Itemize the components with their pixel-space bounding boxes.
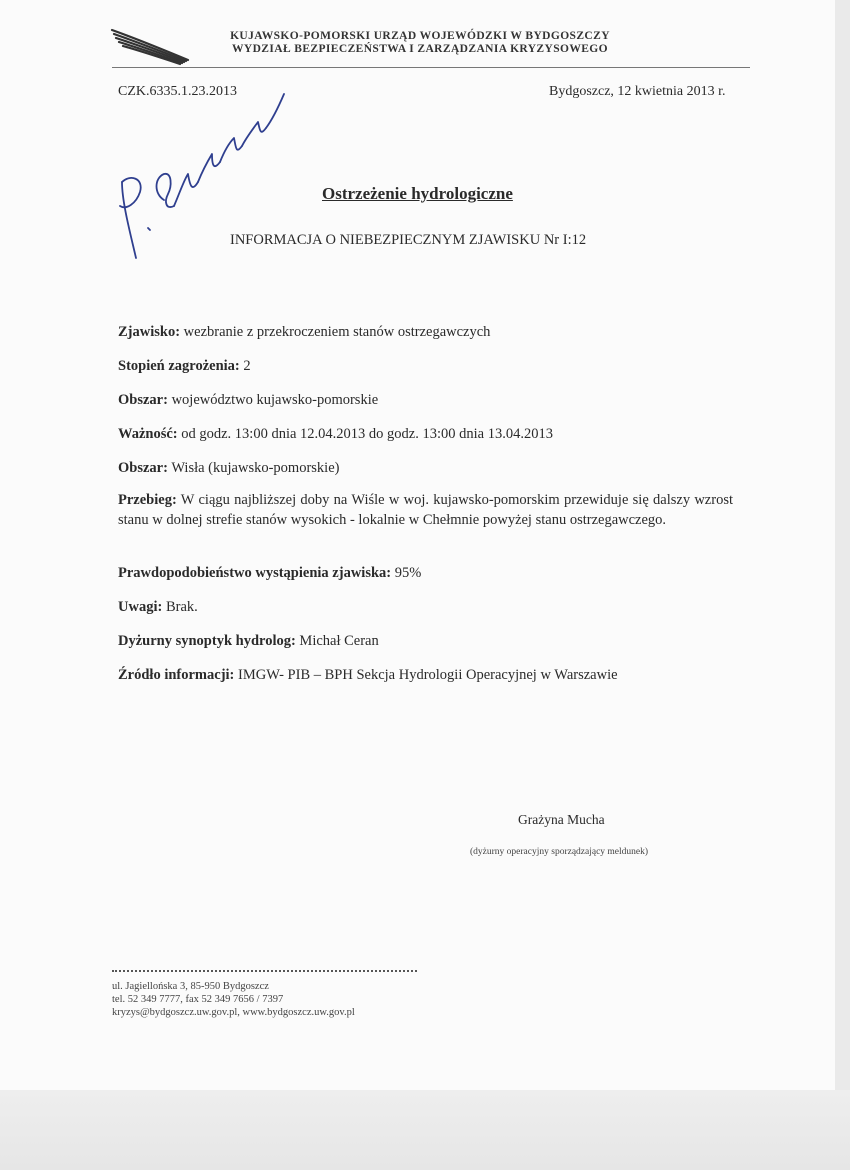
- field-course: [118, 490, 733, 530]
- field-area-river: [118, 458, 339, 478]
- field-label: Prawdopodobieństwo wystąpienia zjawiska:: [118, 565, 392, 581]
- field-label: Dyżurny synoptyk hydrolog:: [118, 633, 296, 649]
- document-date: Bydgoszcz, 12 kwietnia 2013 r.: [549, 84, 726, 99]
- field-value: IMGW- PIB – BPH Sekcja Hydrologii Operacyjnej w Warszawie: [238, 667, 618, 683]
- header-department-name: WYDZIAŁ BEZPIECZEŃSTWA I ZARZĄDZANIA KRYZYSOWEGO: [231, 43, 608, 55]
- field-value: Michał Ceran: [299, 633, 379, 649]
- scan-margin-bottom: [0, 1090, 850, 1170]
- footer-phone: tel. 52 349 7777, fax 52 349 7656 / 7397: [112, 994, 284, 1005]
- office-logo-icon: [110, 26, 192, 66]
- header-divider: [112, 67, 750, 68]
- field-value: od godz. 13:00 dnia 12.04.2013 do godz. 13:00 dnia 13.04.2013: [181, 426, 553, 442]
- field-threat-level: [118, 356, 251, 376]
- footer-address: ul. Jagiellońska 3, 85-950 Bydgoszcz: [112, 981, 269, 992]
- scan-margin-right: [835, 0, 850, 1090]
- footer-divider: [112, 970, 417, 972]
- field-probability: [118, 563, 421, 583]
- field-value: 2: [243, 358, 251, 374]
- reference-number: CZK.6335.1.23.2013: [118, 84, 237, 99]
- field-label: Uwagi:: [118, 599, 163, 615]
- field-value: województwo kujawsko-pomorskie: [171, 392, 379, 408]
- document-subtitle: INFORMACJA O NIEBEZPIECZNYM ZJAWISKU Nr I:12: [230, 232, 587, 248]
- field-label: Przebieg:: [118, 492, 177, 508]
- field-value: Wisła (kujawsko-pomorskie): [171, 460, 340, 476]
- header-office-name: KUJAWSKO-POMORSKI URZĄD WOJEWÓDZKI W BYDGOSZCZY: [230, 30, 610, 42]
- field-label: Ważność:: [118, 426, 178, 442]
- signer-name: Grażyna Mucha: [518, 812, 605, 827]
- field-label: Stopień zagrożenia:: [118, 358, 240, 374]
- field-label: Obszar:: [118, 460, 168, 476]
- field-phenomenon: [118, 322, 490, 342]
- field-label: Obszar:: [118, 392, 168, 408]
- footer-contact: kryzys@bydgoszcz.uw.gov.pl, www.bydgoszcz.uw.gov.pl: [112, 1007, 355, 1018]
- document-title: Ostrzeżenie hydrologiczne: [322, 184, 513, 203]
- field-validity: [118, 424, 553, 444]
- signer-role-note: (dyżurny operacyjny sporządzający meldunek): [470, 847, 649, 857]
- field-value: Brak.: [165, 599, 198, 615]
- field-value: wezbranie z przekroczeniem stanów ostrzegawczych: [183, 324, 491, 340]
- field-value: 95%: [394, 565, 422, 581]
- field-value: W ciągu najbliższej doby na Wiśle w woj. kujawsko-pomorskim przewiduje się dalszy wzrost stanu w dolnej strefie stanów wysokich - lokalnie w Chełmnie powyżej stanu ostrzegawczego.: [118, 492, 733, 528]
- field-duty-hydrologist: [118, 631, 379, 651]
- field-remarks: [118, 597, 198, 617]
- field-information-source: [118, 665, 618, 685]
- field-label: Zjawisko:: [118, 324, 181, 340]
- field-label: Źródło informacji:: [118, 667, 235, 683]
- field-area: [118, 390, 378, 410]
